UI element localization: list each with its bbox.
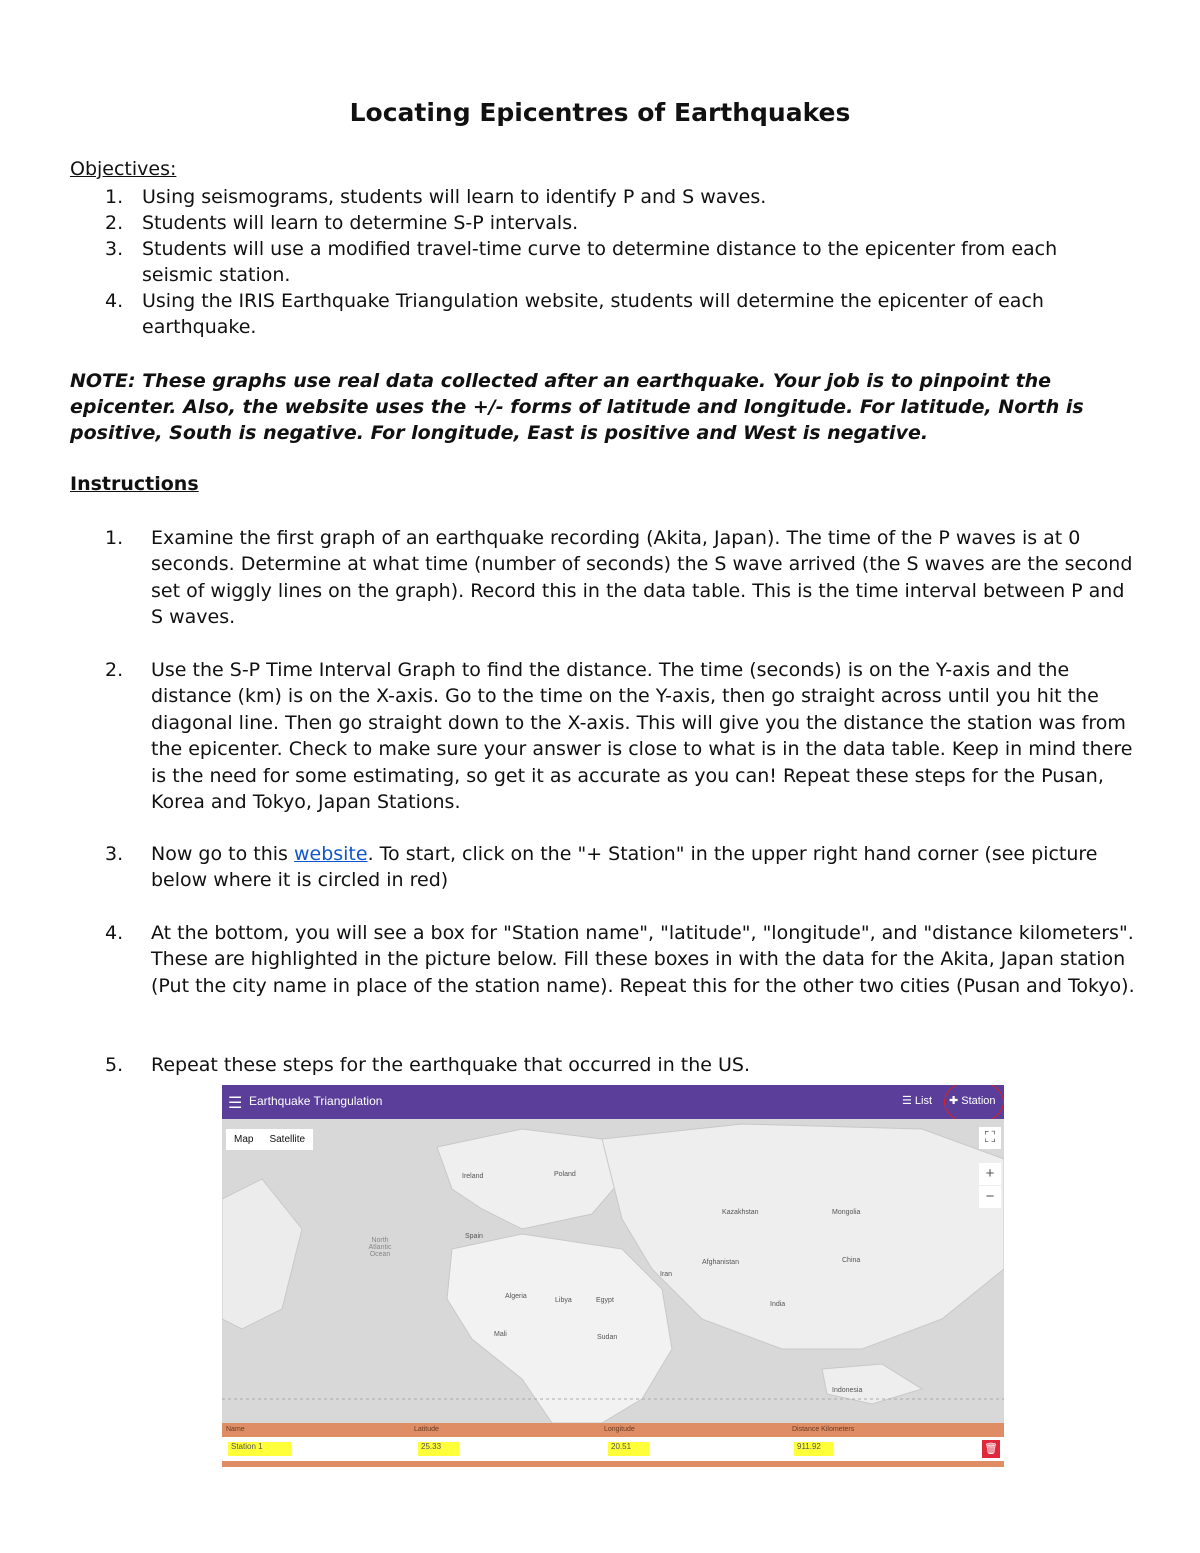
step-number: 4. [105, 922, 124, 944]
step-number: 1. [105, 527, 124, 549]
map-label: Poland [554, 1171, 576, 1178]
objectives-heading: Objectives: [70, 158, 177, 180]
map-land-shapes [222, 1119, 1004, 1423]
app-toolbar [222, 1085, 1004, 1119]
table-footer [222, 1461, 1004, 1467]
delete-station-icon[interactable]: 🗑 [982, 1440, 1000, 1458]
map-label: China [842, 1257, 861, 1264]
fullscreen-icon[interactable]: ⛶ [979, 1127, 1001, 1149]
map-label: Mali [494, 1331, 507, 1338]
step-text-after: . To start, click on the "+ Station" in the upper right hand corner (see picture below where it is circled in red) [151, 843, 1098, 892]
list-item [70, 236, 1130, 288]
item-number: 2. [105, 212, 124, 234]
column-header: Latitude [414, 1426, 439, 1433]
column-header: Longitude [604, 1426, 635, 1433]
step-text-before: Now go to this [151, 843, 294, 865]
instructions-heading: Instructions [70, 473, 199, 495]
step-number: 5. [105, 1054, 124, 1076]
map-label: Libya [555, 1297, 572, 1304]
step-text: Repeat these steps for the earthquake that occurred in the US. [151, 1054, 751, 1076]
instruction-step-3 [70, 841, 1135, 894]
item-text: Students will learn to determine S-P intervals. [142, 212, 579, 234]
item-text: Using the IRIS Earthquake Triangulation website, students will determine the epicenter of each earthquake. [142, 290, 1044, 338]
item-number: 1. [105, 186, 124, 208]
map-label: Egypt [596, 1297, 614, 1304]
longitude-field[interactable]: 20.51 [608, 1442, 649, 1456]
map-label: Afghanistan [702, 1259, 739, 1266]
map-type-toggle [226, 1129, 313, 1150]
step-text [151, 841, 1135, 894]
list-icon: ☰ [902, 1095, 915, 1107]
latitude-field[interactable]: 25.33 [418, 1442, 459, 1456]
list-item [70, 288, 1130, 340]
map-label: Iran [660, 1271, 673, 1278]
map-label: Algeria [505, 1293, 527, 1300]
item-text: Students will use a modified travel-time curve to determine distance to the epicenter from each seismic station. [142, 238, 1058, 286]
map-label: Sudan [597, 1334, 618, 1341]
table-row [222, 1437, 1004, 1461]
website-link[interactable]: website [293, 843, 368, 865]
objectives-list [70, 184, 1130, 340]
triangulation-app-screenshot [222, 1085, 1004, 1467]
map-label: North Atlantic Ocean [368, 1237, 392, 1258]
plus-icon: ✚ [949, 1095, 962, 1107]
map-label: India [770, 1301, 786, 1308]
list-item [70, 210, 1130, 236]
instruction-step-2 [70, 657, 1135, 815]
map-label: Spain [465, 1233, 483, 1240]
satellite-tab[interactable]: Satellite [269, 1134, 306, 1145]
column-header: Distance Kilometers [792, 1426, 855, 1433]
menu-icon[interactable]: ☰ [228, 1095, 243, 1112]
item-text: Using seismograms, students will learn to identify P and S waves. [142, 186, 767, 208]
step-number: 3. [105, 843, 124, 865]
map-tab[interactable]: Map [234, 1134, 254, 1145]
station-name-field[interactable]: Station 1 [228, 1442, 291, 1456]
map-label: Ireland [462, 1173, 484, 1180]
world-map[interactable] [222, 1119, 1004, 1423]
zoom-in-button[interactable]: + [979, 1163, 1001, 1185]
distance-field[interactable]: 911.92 [794, 1442, 833, 1456]
map-label: Indonesia [832, 1387, 863, 1394]
step-text: At the bottom, you will see a box for "Station name", "latitude", "longitude", and "distance kilometers". These are highlighted in the picture below. Fill these boxes in with the data for the Akita, Japan station (Put the city name in place of the station name). Repeat this for the other two cities (Pusan and Tokyo). [151, 922, 1135, 997]
column-header: Name [226, 1426, 245, 1433]
station-table-header [222, 1423, 1004, 1437]
step-text: Use the S-P Time Interval Graph to find the distance. The time (seconds) is on the Y-axis and the distance (km) is on the X-axis. Go to the time on the Y-axis, then go straight across until you hit the diagonal line. Then go straight down to the X-axis. This will give you the distance the station was from the epicenter. Check to make sure your answer is close to what is in the data table. Keep in mind there is the need for some estimating, so get it as accurate as you can! Repeat these steps for the Pusan, Korea and Tokyo, Japan Stations. [151, 659, 1133, 814]
step-text: Examine the first graph of an earthquake recording (Akita, Japan). The time of the P waves is at 0 seconds. Determine at what time (number of seconds) the S wave arrived (the S waves are the second set of wiggly lines on the graph). Record this in the data table. This is the time interval between P and S waves. [151, 527, 1133, 629]
station-label: Station [961, 1095, 996, 1107]
item-number: 4. [105, 290, 124, 312]
zoom-out-button[interactable]: − [979, 1186, 1001, 1208]
app-title: Earthquake Triangulation [249, 1094, 383, 1108]
list-label: List [914, 1095, 933, 1107]
item-number: 3. [105, 238, 124, 260]
instruction-step-5 [70, 1052, 1135, 1078]
instruction-step-1 [70, 525, 1135, 631]
map-label: Kazakhstan [722, 1209, 759, 1216]
instruction-step-4 [70, 920, 1135, 999]
page-title: Locating Epicentres of Earthquakes [349, 98, 851, 127]
note-paragraph: NOTE: These graphs use real data collected after an earthquake. Your job is to pinpoint the epicenter. Also, the website uses the +/- forms of latitude and longitude. For latitude, North is positive, South is negative. For longitude, East is positive and West is negative. [70, 370, 1084, 444]
list-button[interactable] [902, 1094, 932, 1107]
list-item [70, 184, 1130, 210]
map-label: Mongolia [832, 1209, 861, 1216]
step-number: 2. [105, 659, 124, 681]
